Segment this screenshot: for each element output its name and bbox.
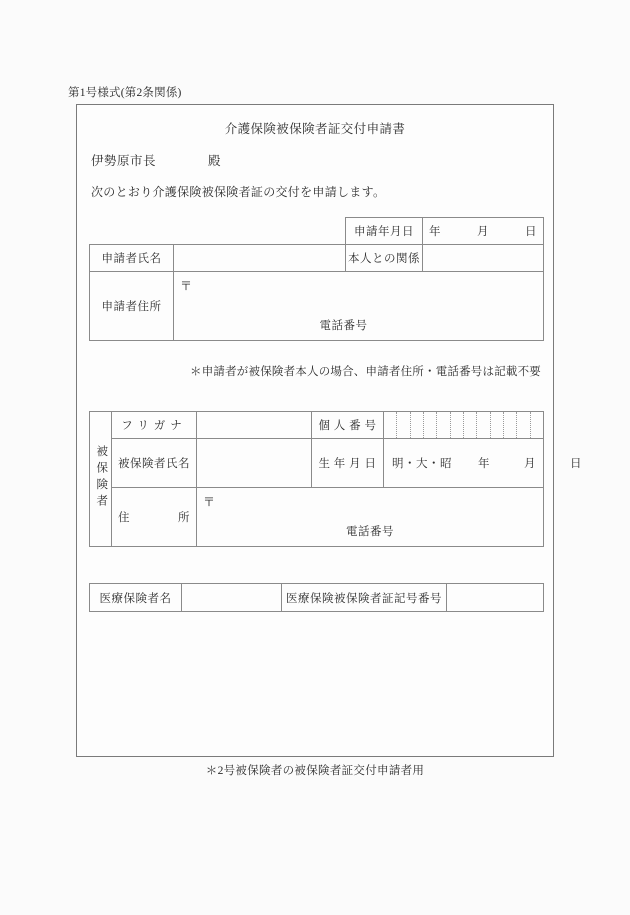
mynumber-digit-cell[interactable] [504,412,517,438]
insured-name-label: 被保険者氏名 [112,439,197,488]
mynumber-digit-cell[interactable] [477,412,490,438]
form-number-label: 第1号様式(第2条関係) [68,87,182,99]
birth-day-label: 日 [570,458,582,470]
mynumber-digit-cell[interactable] [384,412,397,438]
intro-sentence: 次のとおり介護保険被保険者証の交付を申請します。 [91,185,386,199]
insured-section-label-text: 被保険者 [95,444,108,511]
mynumber-digit-cell[interactable] [517,412,530,438]
table-row-insured-address [90,488,544,547]
applicant-information-table [89,217,544,341]
applicant-telephone-label: 電話番号 [319,320,368,332]
furigana-input[interactable] [197,412,312,439]
era-options[interactable]: 明・大・昭 [392,458,452,470]
mynumber-digit-cell[interactable] [424,412,437,438]
mynumber-digit-cell[interactable] [491,412,504,438]
medical-cert-number-input[interactable] [447,584,544,612]
insured-telephone-label: 電話番号 [346,526,394,538]
relation-to-person-input[interactable] [423,245,544,272]
mynumber-digit-cell[interactable] [437,412,450,438]
table-row-application-date [90,218,544,245]
footer-note: ＊2号被保険者の被保険者証交付申請者用 [205,765,425,777]
mynumber-digit-cell[interactable] [411,412,424,438]
document-frame [76,104,582,757]
furigana-label: フリガナ [112,412,197,439]
mynumber-label: 個 人 番 号 [312,412,384,439]
insured-address-label: 住 所 [112,488,197,547]
insured-person-table [89,411,582,547]
table-row-applicant-address [90,272,544,341]
document-title: 介護保険被保険者証交付申請書 [224,122,406,136]
table-row-medical-insurer [90,584,544,612]
insured-address-input[interactable] [197,488,544,547]
medical-insurance-table [89,583,544,612]
applicant-name-label: 申請者氏名 [90,245,174,272]
empty-cell [90,218,174,245]
application-date-label: 申請年月日 [346,218,423,245]
applicant-note: ＊申請者が被保険者本人の場合、申請者住所・電話番号は記載不要 [190,366,541,378]
medical-insurer-name-input[interactable] [182,584,282,612]
birth-year-label: 年 [478,458,490,470]
postal-code-icon: 〒 [180,279,193,293]
insured-section-label [90,412,112,547]
date-of-birth-input[interactable] [384,439,582,488]
mynumber-digit-cell[interactable] [451,412,464,438]
mynumber-digit-cell[interactable] [531,412,543,438]
medical-insurer-name-label: 医療保険者名 [90,584,182,612]
mynumber-digit-cell[interactable] [464,412,477,438]
mynumber-input[interactable] [384,412,544,439]
date-of-birth-label: 生 年 月 日 [312,439,384,488]
applicant-name-input[interactable] [174,245,346,272]
empty-cell [174,218,346,245]
addressee-line: 伊勢原市長 殿 [91,154,222,168]
table-row-furigana [90,412,544,439]
applicant-address-input[interactable] [174,272,544,341]
table-row-insured-name [90,439,544,488]
birth-month-label: 月 [524,458,536,470]
medical-cert-number-label: 医療保険被保険者証記号番号 [282,584,447,612]
relation-to-person-label: 本人との関係 [346,245,423,272]
mynumber-digit-cell[interactable] [397,412,410,438]
table-row-applicant-name [90,245,544,272]
insured-name-input[interactable] [197,439,312,488]
application-date-value[interactable]: 年 月 日 [423,218,544,245]
postal-code-icon: 〒 [203,495,216,509]
applicant-address-label: 申請者住所 [90,272,174,341]
mynumber-digit-grid[interactable] [384,412,543,438]
